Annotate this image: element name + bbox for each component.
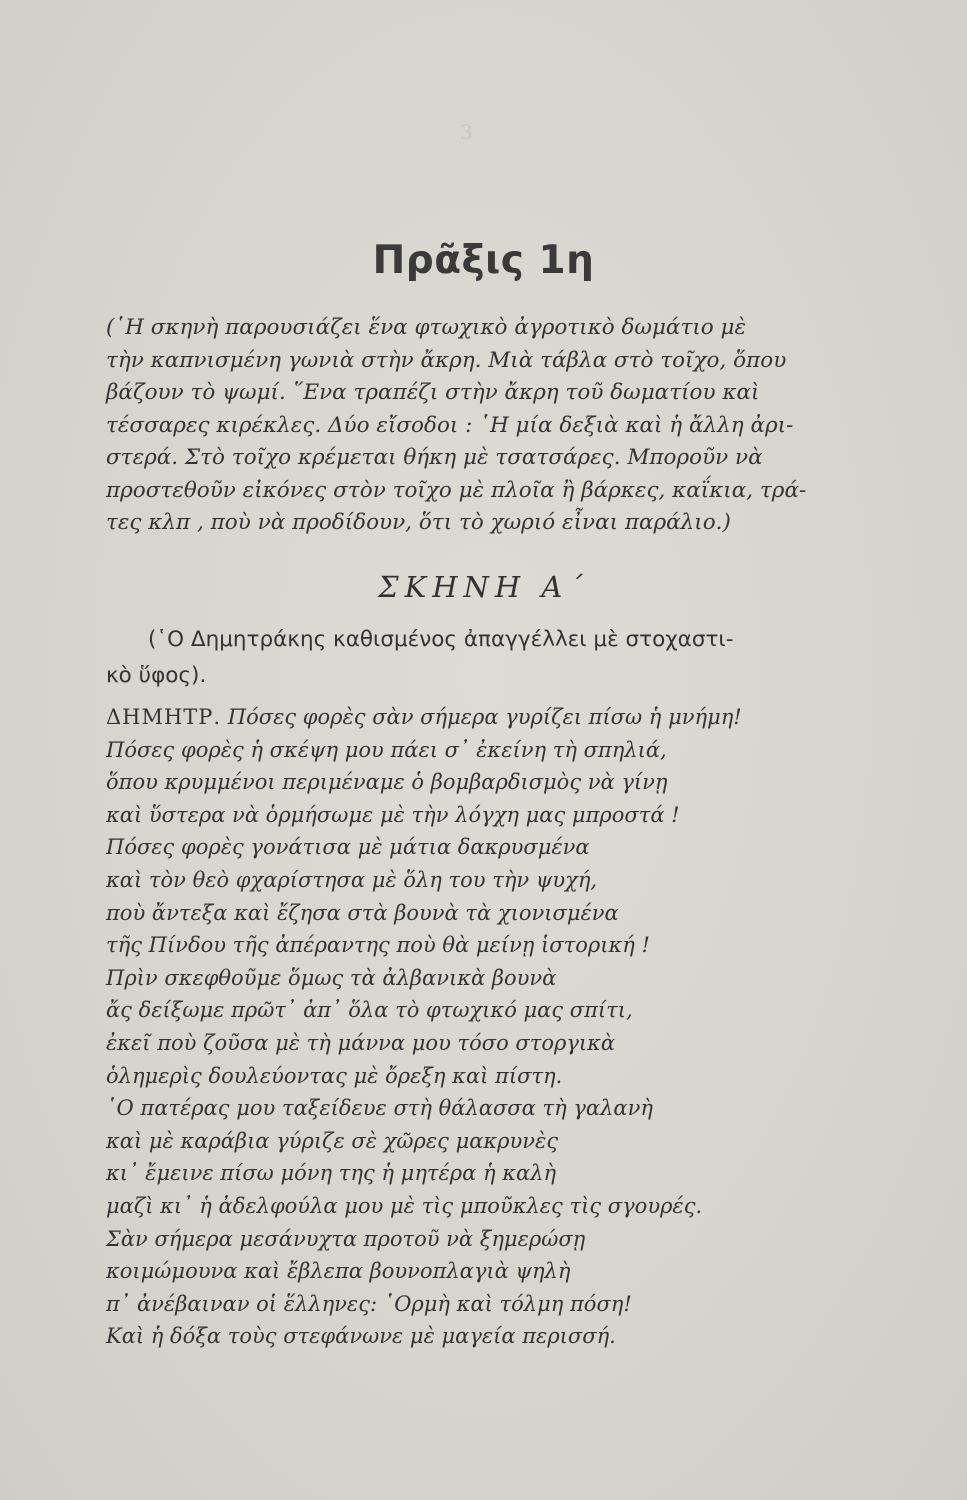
verse-line: Σὰν σήμερα μεσάνυχτα προτοῦ νὰ ξημερώσῃ: [106, 1226, 586, 1251]
verse-line: κι᾿ ἔμεινε πίσω μόνη της ἡ μητέρα ἡ καλὴ: [106, 1161, 557, 1186]
stage-line: τες κλπ , ποὺ νὰ προδίδουν, ὅτι τὸ χωριό εἶναι παράλιο.): [106, 510, 731, 535]
verse-line: Πρὶν σκεφθοῦμε ὅμως τὰ ἀλβανικὰ βουνὰ: [106, 965, 557, 990]
direction-line: (῾Ο Δημητράκης καθισμένος ἀπαγγέλλει μὲ στοχαστι-: [148, 627, 734, 652]
verse-line: καὶ μὲ καράβια γύριζε σὲ χῶρες μακρυνὲς: [106, 1128, 559, 1153]
verse-line: τῆς Πίνδου τῆς ἀπέραντης ποὺ θὰ μείνῃ ἱστορική !: [106, 933, 650, 958]
act-title: Πρᾶξις 1η: [372, 238, 595, 283]
verse-line: Πόσες φορὲς ἡ σκέψη μου πάει σ᾿ ἐκείνη τὴ σπηλιά,: [106, 737, 667, 762]
verse-line: ποὺ ἄντεξα καὶ ἔζησα στὰ βουνὰ τὰ χιονισμένα: [106, 900, 619, 925]
direction-line: κὸ ὕφος).: [106, 663, 207, 688]
verse-line: ὁλημερὶς δουλεύοντας μὲ ὄρεξη καὶ πίστη.: [106, 1063, 563, 1088]
verse-line: καὶ τὸν θεὸ φχαρίστησα μὲ ὅλη του τὴν ψυχή,: [106, 867, 598, 892]
verse-line-first: [106, 701, 846, 734]
verse-line: ἄς δείξωμε πρῶτ᾿ ἀπ᾿ ὅλα τὸ φτωχικό μας σπίτι,: [106, 998, 633, 1023]
stage-line: στερά. Στὸ τοῖχο κρέμεται θήκη μὲ τσατσάρες. Μπορoῦν νὰ: [106, 445, 763, 470]
faint-page-number: 3: [460, 120, 473, 144]
verse-text: Πόσες φορὲς σὰν σήμερα γυρίζει πίσω ἡ μνήμη!: [227, 705, 742, 729]
verse-line: καὶ ὕστερα νὰ ὁρμήσωμε μὲ τὴν λόγχη μας μπροστά !: [106, 802, 680, 827]
stage-line: (῾Η σκηνὴ παρουσιάζει ἕνα φτωχικὸ ἀγροτικὸ δωμάτιο μὲ: [106, 315, 747, 340]
stage-line: τέσσαρες κιρέκλες. Δύο εἴσοδοι : ῾Η μία δεξιὰ καὶ ἡ ἄλλη ἀρι-: [106, 412, 794, 438]
verse-line: Καὶ ἡ δόξα τοὺς στεφάνωνε μὲ μαγεία περισσή.: [106, 1324, 616, 1349]
stage-directions: [106, 312, 826, 540]
stage-line: βάζουν τὸ ψωμί. ῞Ενα τραπέζι στὴν ἄκρη τοῦ δωματίου καὶ: [106, 380, 760, 405]
performance-direction: [106, 622, 826, 694]
verse-line: κοιμώμουνα καὶ ἔβλεπα βουνοπλαγιὰ ψηλὴ: [106, 1259, 571, 1284]
verse-line: π᾿ ἀνέβαιναν οἱ ἕλληνες: ῾Ορμὴ καὶ τόλμη πόση!: [106, 1291, 632, 1316]
verse-line: ὅπου κρυμμένοι περιμέναμε ὁ βομβαρδισμὸς νὰ γίνῃ: [106, 770, 668, 795]
poem-verses: [106, 701, 846, 1353]
speaker-name: ΔΗΜΗΤΡ.: [106, 705, 222, 729]
verse-line: Πόσες φορὲς γονάτισα μὲ μάτια δακρυσμένα: [106, 835, 590, 860]
stage-line: τὴν καπνισμένη γωνιὰ στὴν ἄκρη. Μιὰ τάβλα στὸ τοῖχο, ὅπου: [106, 347, 787, 373]
scene-heading: ΣΚΗΝΗ Α΄: [378, 570, 589, 604]
verse-line: μαζὶ κι᾿ ἡ ἀδελφούλα μου μὲ τὶς μποῦκλες τὶς σγουρές.: [106, 1193, 703, 1218]
stage-line: προστεθοῦν εἰκόνες στὸν τοῖχο μὲ πλοῖα ἢ βάρκες, καΐκια, τρά-: [106, 477, 807, 503]
verse-line: ἐκεῖ ποὺ ζοῦσα μὲ τὴ μάννα μου τόσο στοργικὰ: [106, 1030, 616, 1055]
verse-line: ῾Ο πατέρας μου ταξείδευε στὴ θάλασσα τὴ γαλανὴ: [106, 1096, 653, 1121]
